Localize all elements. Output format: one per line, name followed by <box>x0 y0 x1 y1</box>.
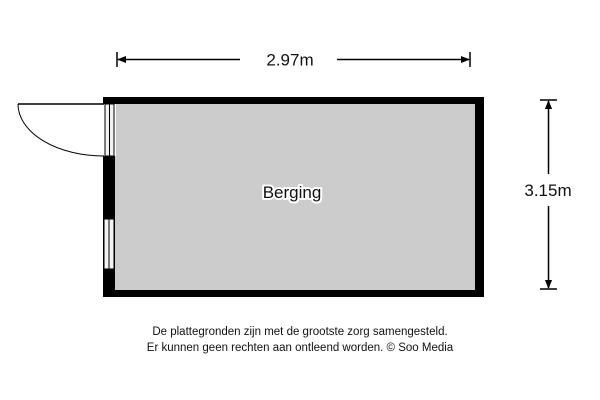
door <box>18 104 116 156</box>
disclaimer-line-1: De plattegronden zijn met de grootste zorg samengesteld. <box>152 326 448 338</box>
height-label: 3.15m <box>524 181 572 200</box>
width-label: 2.97m <box>266 50 314 70</box>
width-dimension <box>117 51 470 70</box>
height-dimension <box>524 100 571 289</box>
door-swing-arc <box>18 104 104 156</box>
disclaimer <box>0 324 600 356</box>
disclaimer-line-2: Er kunnen geen rechten aan ontleend worden. © Soo Media <box>146 342 454 354</box>
window <box>104 219 114 269</box>
room-label: Berging <box>262 183 322 202</box>
